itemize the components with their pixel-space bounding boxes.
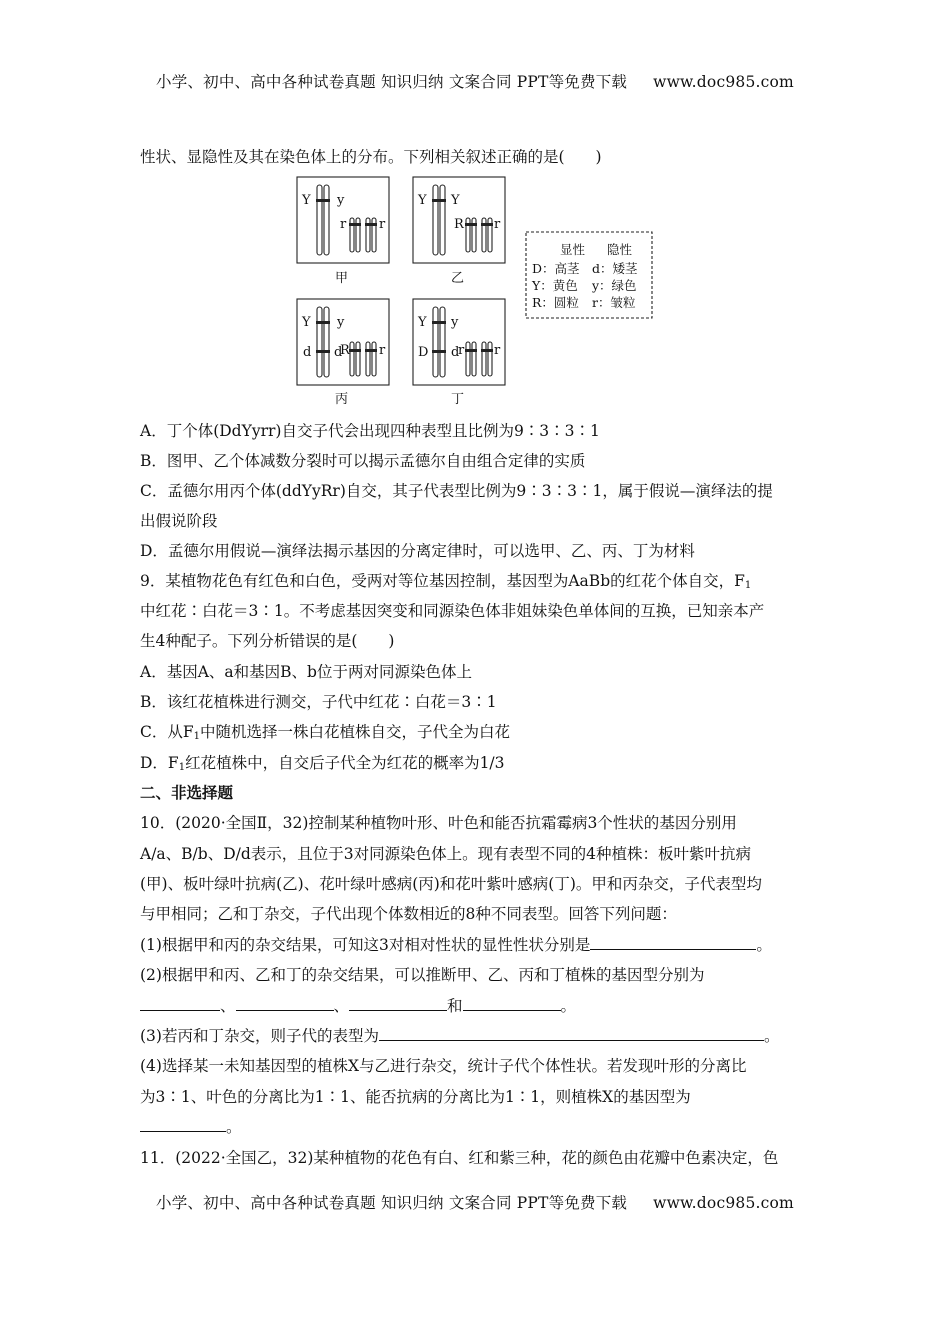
q8-option-c-cont: 出假说阶段 <box>140 512 218 530</box>
q10-part3: (3)若丙和丁杂交，则子代的表型为 。 <box>140 1027 780 1045</box>
answer-blank-3 <box>379 1026 764 1041</box>
q9-option-a: A．基因A、a和基因B、b位于两对同源染色体上 <box>140 663 472 681</box>
answer-blank-2b <box>236 996 334 1011</box>
page-header <box>0 70 950 92</box>
q10-part4-line1: (4)选择某一未知基因型的植株X与乙进行杂交，统计子代个体性状。若发现叶形的分离比 <box>140 1057 747 1075</box>
q8-option-c <box>140 479 810 501</box>
answer-blank-2d <box>463 996 561 1011</box>
q10-part2-blanks: 、 、 和 。 <box>140 994 576 1016</box>
q10-line2: A/a、B/b、D/d表示，且位于3对同源染色体上。现有表型不同的4种植株：板叶紫叶抗病 <box>140 845 751 863</box>
label-yi-Y1: Y <box>418 193 427 208</box>
caption-yi: 乙 <box>451 271 465 286</box>
label-ding-d: d <box>451 345 460 360</box>
q9-option-d: D．$F_1$红花植株中，自交后子代全为红花的概率为1/3 <box>140 754 505 773</box>
caption-ding: 丁 <box>451 392 465 407</box>
q10-part4-line2: 为3∶1、叶色的分离比为1∶1、能否抗病的分离比为1∶1，则植株X的基因型为 <box>140 1088 691 1106</box>
label-bing-Y: Y <box>302 315 311 330</box>
answer-blank-2c <box>349 996 447 1011</box>
q10-line4: 与甲相同；乙和丁杂交，子代出现个体数相近的8种不同表型。回答下列问题： <box>140 905 677 923</box>
q8-option-c-line1: C．孟德尔用丙个体(ddYyRr)自交，其子代表型比例为9∶3∶3∶1，属于假说—演绎法的提 <box>140 482 773 500</box>
q10-line1: 10．(2020·全国Ⅱ，32)控制某种植物叶形、叶色和能否抗霜霉病3个性状的基因分别用 <box>140 814 737 832</box>
label-bing-d2: d <box>334 345 343 360</box>
page-footer <box>0 1191 950 1213</box>
label-ding-r1: r <box>458 343 465 358</box>
label-bing-R: R <box>340 343 350 358</box>
q9-stem-line2: 中红花∶白花＝3∶1。不考虑基因突变和同源染色体非姐妹染色单体间的互换，已知亲本产 <box>140 602 765 620</box>
label-yi-r: r <box>494 217 501 232</box>
q10-part2: (2)根据甲和丙、乙和丁的杂交结果，可以推断甲、乙、丙和丁植株的基因型分别为 <box>140 966 705 984</box>
answer-blank-1 <box>590 935 756 950</box>
chromosome-figure <box>294 174 656 410</box>
legend-head-recessive: 隐性 <box>607 242 633 257</box>
label-bing-y: y <box>337 315 345 330</box>
q10-part4-line3: 。 <box>140 1115 242 1137</box>
caption-bing: 丙 <box>335 392 349 407</box>
label-yi-Y2: Y <box>451 193 460 208</box>
legend-row-r-rec: r：皱粒 <box>592 295 636 310</box>
q10-part1: (1)根据甲和丙的杂交结果，可知这3对相对性状的显性性状分别是 。 <box>140 936 772 954</box>
q10-line3: (甲)、板叶绿叶抗病(乙)、花叶绿叶感病(丙)和花叶紫叶感病(丁)。甲和丙杂交，子代表型均 <box>140 875 762 893</box>
legend-head-dominant: 显性 <box>560 242 586 257</box>
label-ding-r2: r <box>494 343 501 358</box>
label-jia-Y: Y <box>302 193 311 208</box>
label-ding-y: y <box>451 315 459 330</box>
q9-stem-line1: 9．某植物花色有红色和白色，受两对等位基因控制，基因型为AaBb的红花个体自交，$F_1$ <box>140 572 752 591</box>
answer-blank-2a <box>140 996 220 1011</box>
label-ding-Y: Y <box>418 315 427 330</box>
q8-option-d: D．孟德尔用假说—演绎法揭示基因的分离定律时，可以选甲、乙、丙、丁为材料 <box>140 542 695 560</box>
label-ding-D: D <box>418 345 429 360</box>
label-yi-R: R <box>454 217 464 232</box>
footer-site: www.doc985.com <box>653 1194 794 1212</box>
legend-row-d-rec: d：矮茎 <box>592 261 638 276</box>
label-jia-r2: r <box>379 217 386 232</box>
label-jia-y: y <box>337 193 345 208</box>
q8-stem: 性状、显隐性及其在染色体上的分布。下列相关叙述正确的是( ) <box>140 148 602 166</box>
label-jia-r1: r <box>340 217 347 232</box>
legend-row-y-dom: Y：黄色 <box>532 278 578 293</box>
answer-blank-4 <box>140 1117 226 1132</box>
q11-line1: 11．(2022·全国乙，32)某种植物的花色有白、红和紫三种，花的颜色由花瓣中色素决定，色 <box>140 1149 779 1167</box>
legend-row-y-rec: y：绿色 <box>592 278 637 293</box>
q9-stem-line3: 生4种配子。下列分析错误的是( ) <box>140 632 395 650</box>
footer-text: 小学、初中、高中各种试卷真题 知识归纳 文案合同 PPT等免费下载 <box>156 1194 628 1212</box>
q9-option-c: C．从$F_1$中随机选择一株白花植株自交，子代全为白花 <box>140 723 511 742</box>
legend-row-d-dom: D：高茎 <box>532 261 580 276</box>
legend-row-r-dom: R：圆粒 <box>532 295 579 310</box>
q8-option-b: B．图甲、乙个体减数分裂时可以揭示孟德尔自由组合定律的实质 <box>140 452 586 470</box>
header-site: www.doc985.com <box>653 73 794 91</box>
caption-jia: 甲 <box>335 271 349 286</box>
header-text: 小学、初中、高中各种试卷真题 知识归纳 文案合同 PPT等免费下载 <box>156 73 628 91</box>
label-bing-r: r <box>379 343 386 358</box>
q9-option-b: B．该红花植株进行测交，子代中红花∶白花＝3∶1 <box>140 693 497 711</box>
section-heading: 二、非选择题 <box>140 783 234 802</box>
q8-option-a: A．丁个体(DdYyrr)自交子代会出现四种表型且比例为9∶3∶3∶1 <box>140 422 600 440</box>
label-bing-d1: d <box>303 345 312 360</box>
